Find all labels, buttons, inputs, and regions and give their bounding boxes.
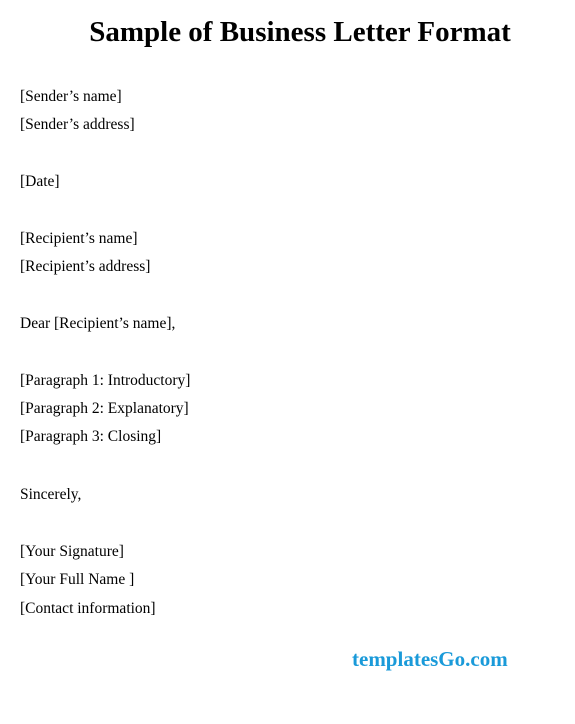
sender-name: [Sender’s name] [20,88,122,105]
salutation: Dear [Recipient’s name], [20,315,176,332]
paragraph-explanatory: [Paragraph 2: Explanatory] [20,400,189,417]
full-name-line: [Your Full Name ] [20,571,135,588]
paragraph-closing: [Paragraph 3: Closing] [20,428,162,445]
recipient-name: [Recipient’s name] [20,230,138,247]
complimentary-close: Sincerely, [20,486,82,503]
paragraph-introductory: [Paragraph 1: Introductory] [20,372,191,389]
sender-address: [Sender’s address] [20,116,135,133]
page-title: Sample of Business Letter Format [89,16,511,48]
letter-date: [Date] [20,173,60,190]
recipient-address: [Recipient’s address] [20,258,151,275]
contact-information-line: [Contact information] [20,600,156,617]
signature-line: [Your Signature] [20,543,124,560]
templatesgo-watermark: templatesGo.com [352,647,508,671]
